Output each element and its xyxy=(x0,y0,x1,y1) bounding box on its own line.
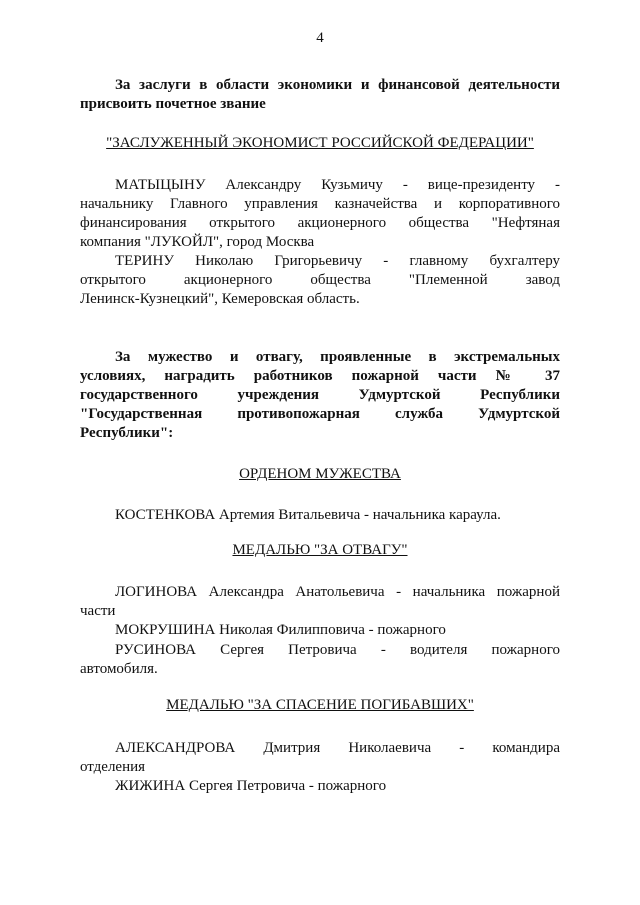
entry-matytsyn xyxy=(80,176,560,252)
entry-kostenkov xyxy=(80,506,560,525)
entry-line: части xyxy=(80,603,116,619)
entry-zhizhin xyxy=(80,777,560,796)
entry-line: автомобиля. xyxy=(80,661,158,677)
entry-line: КОСТЕНКОВА Артемия Витальевича - начальника караула. xyxy=(115,507,501,523)
entry-line: ЛОГИНОВА Александра Анатольевича - начальника пожарной xyxy=(115,584,560,600)
entry-line: РУСИНОВА Сергея Петровича - водителя пожарного xyxy=(115,642,560,658)
entry-line: начальнику Главного управления казначейства и корпоративного xyxy=(80,196,560,212)
entry-loginov xyxy=(80,583,560,621)
award-title-order-courage: ОРДЕНОМ МУЖЕСТВА xyxy=(239,466,401,482)
award-title-medal-bravery: МЕДАЛЬЮ "ЗА ОТВАГУ" xyxy=(232,542,408,558)
entry-line: открытого акционерного общества "Племенной завод xyxy=(80,272,560,288)
entry-line: МАТЫЦЫНУ Александру Кузьмичу - вице-президенту - xyxy=(115,177,560,193)
entry-mokrushin xyxy=(80,621,560,640)
heading-line: условиях, наградить работников пожарной части № 37 xyxy=(80,368,560,384)
heading-line: Республики": xyxy=(80,425,174,441)
entry-line: компания "ЛУКОЙЛ", город Москва xyxy=(80,234,315,250)
section2-heading xyxy=(80,348,560,443)
heading-line: За заслуги в области экономики и финансовой деятельности xyxy=(115,77,560,93)
heading-line: государственного учреждения Удмуртской Республики xyxy=(80,387,560,403)
heading-line: "Государственная противопожарная служба Удмуртской xyxy=(80,406,560,422)
entry-rusinov xyxy=(80,641,560,679)
entry-terin xyxy=(80,252,560,309)
entry-line: МОКРУШИНА Николая Филипповича - пожарного xyxy=(115,622,446,638)
page-number: 4 xyxy=(316,30,324,46)
entry-line: отделения xyxy=(80,759,146,775)
heading-line: За мужество и отвагу, проявленные в экстремальных xyxy=(115,349,560,365)
section1-title: "ЗАСЛУЖЕННЫЙ ЭКОНОМИСТ РОССИЙСКОЙ ФЕДЕРАЦИИ" xyxy=(106,135,534,151)
entry-aleksandrov xyxy=(80,739,560,777)
entry-line: ТЕРИНУ Николаю Григорьевичу - главному бухгалтеру xyxy=(115,253,560,269)
award-title-medal-rescue: МЕДАЛЬЮ "ЗА СПАСЕНИЕ ПОГИБАВШИХ" xyxy=(166,697,474,713)
entry-line: финансирования открытого акционерного общества "Нефтяная xyxy=(80,215,560,231)
heading-line: присвоить почетное звание xyxy=(80,96,266,112)
entry-line: АЛЕКСАНДРОВА Дмитрия Николаевича - командира xyxy=(115,740,560,756)
entry-line: ЖИЖИНА Сергея Петровича - пожарного xyxy=(115,778,387,794)
section1-heading xyxy=(80,76,560,114)
entry-line: Ленинск-Кузнецкий", Кемеровская область. xyxy=(80,291,360,307)
